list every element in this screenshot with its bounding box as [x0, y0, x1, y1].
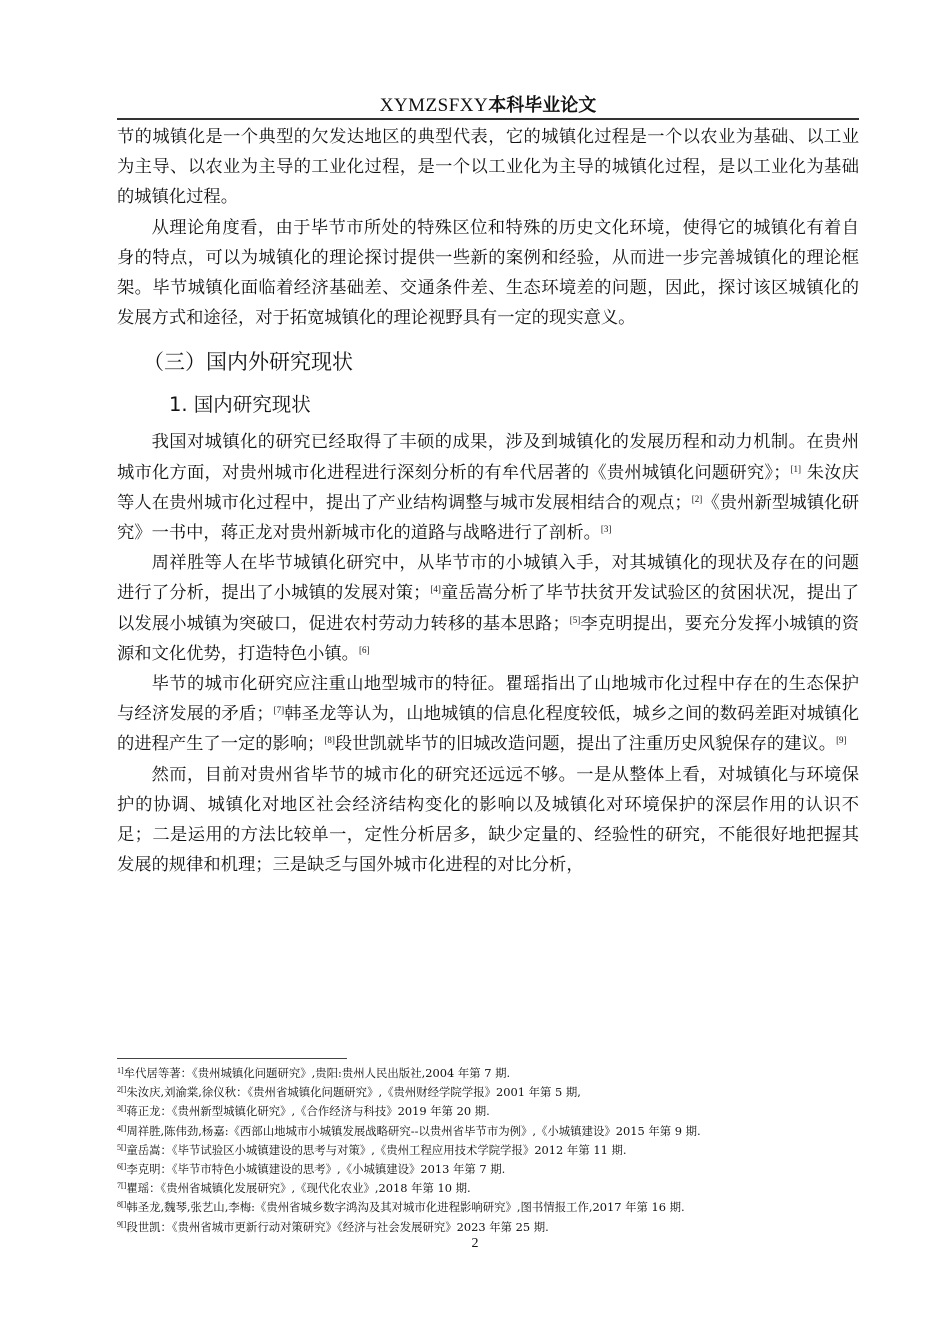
citation-7[interactable]: [7]: [273, 705, 285, 716]
footnote-text: 瞿瑶：《贵州省城镇化发展研究》,《现代化农业》,2018 年第 10 期.: [126, 1181, 471, 1196]
paragraph-text: 韩圣龙等认为，山地城镇的信息化程度较低，城乡之间的数码差距对城镇化的进程产生了一定的影响；: [117, 704, 859, 755]
paragraph-text: 节的城镇化是一个典型的欠发达地区的典型代表，它的城镇化过程是一个以农业为基础、以工业为主导、以农业为主导的工业化过程，是一个以工业化为主导的城镇化过程，是以工业化为基础的城镇化过程。: [117, 127, 859, 208]
paragraph-text: 从理论角度看，由于毕节市所处的特殊区位和特殊的历史文化环境，使得它的城镇化有着自身的特点，可以为城镇化的理论探讨提供一些新的案例和经验，从而进一步完善城镇化的理论框架。毕节城镇化面临着经济基础差、交通条件差、生态环境差的问题，因此，探讨该区城镇化的发展方式和途径，对于拓宽城镇化的理论视野具有一定的现实意义。: [117, 217, 859, 329]
paragraph-text: 周祥胜等人在毕节城镇化研究中，从毕节市的小城镇入手，对其城镇化的现状及存在的问题进行了分析，提出了小城镇的发展对策；: [117, 553, 859, 604]
citation-5[interactable]: [5]: [569, 614, 581, 625]
header-rule: [117, 118, 859, 120]
citation-3[interactable]: [3]: [600, 524, 612, 535]
paragraph-text: 毕节的城市化研究应注重山地型城市的特征。瞿瑶指出了山地城市化过程中存在的生态保护与经济发展的矛盾；: [117, 674, 859, 725]
footnote-text: 韩圣龙,魏琴,张艺山,李梅:《贵州省城乡数字鸿沟及其对城市化进程影响研究》,图书情报工作,2017 年第 16 期.: [126, 1200, 685, 1215]
section-heading: （三）国内外研究现状: [143, 350, 353, 375]
footnote-mark: 7[]: [117, 1181, 127, 1191]
paragraph-text: 李克明提出，要充分发挥小城镇的资源和文化优势，打造特色小镇。: [117, 613, 859, 664]
footnotes: [117, 1064, 877, 1237]
footnote-text: 蒋正龙：《贵州新型城镇化研究》,《合作经济与科技》2019 年第 20 期.: [126, 1104, 490, 1119]
paragraph-research-gaps: [117, 760, 859, 881]
footnote-text: 牟代居等著：《贵州城镇化问题研究》,贵阳:贵州人民出版社,2004 年第 7 期.: [123, 1066, 511, 1080]
footnote-text: 朱汝庆,刘渝棠,徐仪秋：《贵州省城镇化问题研究》,《贵州财经学院学报》2001 年第 5 期,: [126, 1085, 581, 1100]
citation-1[interactable]: [1]: [790, 463, 802, 474]
paragraph-text: 朱汝庆等人在贵州城市化过程中，提出了产业结构调整与城市发展相结合的观点；: [117, 462, 859, 513]
footnote-mark: 1]: [117, 1066, 124, 1075]
footnote-1: [117, 1064, 877, 1083]
paragraph-mountain-cities: [117, 669, 859, 760]
footnote-mark: 5[]: [117, 1142, 127, 1152]
header-school-code: XYMZSFXY: [379, 95, 489, 116]
citation-8[interactable]: [8]: [324, 735, 335, 746]
citation-2[interactable]: [2]: [691, 493, 703, 504]
header-doc-type: 本科毕业论文: [488, 95, 597, 116]
footnote-text: 段世凯：《贵州省城市更新行动对策研究》《经济与社会发展研究》2023 年第 25 期.: [126, 1219, 549, 1234]
footnote-mark: 9[]: [117, 1219, 127, 1229]
footnote-text: 童岳嵩：《毕节试验区小城镇建设的思考与对策》,《贵州工程应用技术学院学报》2012 年第 11 期.: [126, 1142, 627, 1157]
paragraph-bijie-small-towns: [117, 548, 859, 669]
footnote-mark: 4[]: [117, 1123, 127, 1133]
paragraph-theory-significance: [117, 213, 859, 334]
footnote-text: 周祥胜,陈伟劲,杨嘉:《西部山地城市小城镇发展战略研究--以贵州省毕节市为例》,《小城镇建设》2015 年第 9 期.: [126, 1123, 701, 1138]
paragraph-text: 童岳嵩分析了毕节扶贫开发试验区的贫困状况，提出了以发展小城镇为突破口，促进农村劳动力转移的基本思路；: [117, 583, 859, 634]
footnote-mark: 8[]: [117, 1200, 127, 1210]
footnote-4: [117, 1122, 877, 1141]
paragraph-text: 《贵州新型城镇化研究》一书中，蒋正龙对贵州新城市化的道路与战略进行了剖析。: [117, 492, 859, 544]
footnote-5: [117, 1141, 877, 1160]
page-number: 2: [471, 1236, 479, 1251]
paragraph-guizhou-research: [117, 427, 859, 548]
footnote-3: [117, 1102, 877, 1121]
subsection-heading: 1. 国内研究现状: [169, 393, 311, 417]
citation-4[interactable]: [4]: [430, 584, 441, 595]
footnote-6: [117, 1160, 877, 1179]
paragraph-text: 段世凯就毕节的旧城改造问题，提出了注重历史风貌保存的建议。: [334, 734, 837, 755]
footnote-9: [117, 1218, 877, 1237]
citation-9[interactable]: [9]: [836, 735, 847, 746]
footnote-8: [117, 1198, 877, 1217]
paragraph-text: 然而，目前对贵州省毕节的城市化的研究还远远不够。一是从整体上看，对城镇化与环境保护的协调、城镇化对地区社会经济结构变化的影响以及城镇化对环境保护的深层作用的认识不足；二是运用的方法比较单一，定性分析居多，缺少定量的、经验性的研究，不能很好地把握其发展的规律和机理；三是缺乏与国外城市化进程的对比分析，: [117, 764, 859, 876]
footnote-2: [117, 1083, 877, 1102]
paragraph-continuation: [117, 122, 859, 213]
paragraph-text: 我国对城镇化的研究已经取得了丰硕的成果，涉及到城镇化的发展历程和动力机制。在贵州城市化方面，对贵州城市化进程进行深刻分析的有牟代居著的《贵州城镇化问题研究》；: [117, 432, 859, 483]
footnote-separator: [117, 1058, 347, 1059]
document-body: [117, 122, 859, 880]
footnote-mark: 2[]: [117, 1085, 127, 1095]
footnote-text: 李克明：《毕节市特色小城镇建设的思考》,《小城镇建设》2013 年第 7 期.: [126, 1162, 506, 1177]
footnote-mark: 3[]: [117, 1104, 127, 1114]
footnote-7: [117, 1179, 877, 1198]
page-header: [117, 93, 859, 118]
citation-6[interactable]: [6]: [358, 644, 370, 655]
footnote-mark: 6[]: [117, 1162, 127, 1172]
